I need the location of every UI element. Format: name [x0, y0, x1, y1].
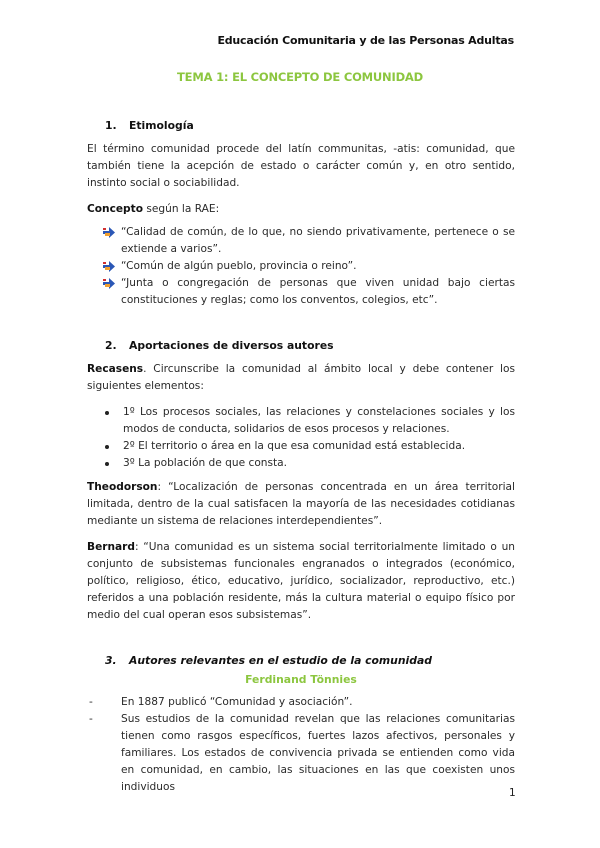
bernard-paragraph: Bernard: “Una comunidad es un sistema social territorialmente limitado o un conjunto de subsistemas funcionales engranados o integrados (económico, político, religioso, ético, educativo, jurídico, socializador, reproductivo, etc.) referidos a una población residente, más la cultura material o equipo físico por medio del cual operan esos subsistemas”.: [87, 541, 515, 621]
list-item: 2º El territorio o área en la que esa comunidad está establecida.: [105, 438, 515, 455]
section-heading-1: [105, 119, 515, 132]
concept-paragraph: [87, 201, 515, 218]
page-title: TEMA 1: EL CONCEPTO DE COMUNIDAD: [177, 70, 423, 84]
page-number: 1: [509, 787, 516, 799]
theodorson-paragraph: Theodorson: “Localización de personas concentrada en un área territorial limitada, dentro de la cual satisfacen la mayoría de las necesidades cotidianas mediante un sistema de relaciones interdependientes”.: [87, 481, 515, 527]
section-title: Autores relevantes en el estudio de la comunidad: [129, 654, 432, 667]
concept-rest: según la RAE:: [143, 203, 220, 215]
bullet-dot-icon: [105, 462, 109, 466]
list-item: “Calidad de común, de lo que, no siendo privativamente, pertenece o se extiende a varios”.: [103, 224, 515, 258]
list-item: “Común de algún pueblo, provincia o reino”.: [103, 258, 515, 275]
author-name: Bernard: [87, 541, 135, 553]
running-header: Educación Comunitaria y de las Personas Adultas: [217, 34, 514, 47]
list-item: 3º La población de que consta.: [105, 455, 515, 472]
section-title: Aportaciones de diversos autores: [129, 339, 334, 352]
list-item: “Junta o congregación de personas que viven unidad bajo ciertas constituciones y reglas; como los conventos, colegios, etc”.: [103, 275, 515, 309]
author-subheading: Ferdinand Tönnies: [245, 673, 357, 686]
author-name: Theodorson: [87, 481, 158, 493]
list-item: - En 1887 publicó “Comunidad y asociación”.: [89, 696, 353, 708]
tonnies-list: [87, 694, 515, 796]
recasens-paragraph: Recasens. Circunscribe la comunidad al ámbito local y debe contener los siguientes elementos:: [87, 363, 515, 392]
community-elements-list: [105, 404, 515, 472]
arrow-bullet-icon: [103, 227, 115, 238]
section-number: 1.: [105, 119, 117, 132]
author-name: Recasens: [87, 363, 144, 375]
rae-definitions-list: [103, 224, 515, 309]
arrow-bullet-icon: [103, 278, 115, 289]
list-item: 1º Los procesos sociales, las relaciones y constelaciones sociales y los modos de conducta, solidarios de esos procesos y relaciones.: [105, 404, 515, 438]
section-title: Etimología: [129, 119, 194, 132]
bullet-dot-icon: [105, 445, 109, 449]
arrow-bullet-icon: [103, 261, 115, 272]
bullet-dot-icon: [105, 411, 109, 415]
section-number: 3.: [105, 654, 117, 667]
etymology-paragraph: El término comunidad procede del latín communitas, -atis: comunidad, que también tiene la acepción de estado o carácter común y, en otro sentido, instinto social o sociabilidad.: [87, 143, 515, 189]
list-item: - Sus estudios de la comunidad revelan que las relaciones comunitarias tienen como rasgos específicos, fuertes lazos afectivos, personales y familiares. Los estados de convivencia privada se entienden como vida en comunidad, en cambio, las situaciones en las que coexisten unos individuos: [89, 713, 515, 793]
section-number: 2.: [105, 339, 117, 352]
section-heading-3: [105, 654, 515, 667]
concept-label: Concepto: [87, 203, 143, 215]
document-body: [87, 119, 515, 796]
section-heading-2: [105, 339, 515, 352]
